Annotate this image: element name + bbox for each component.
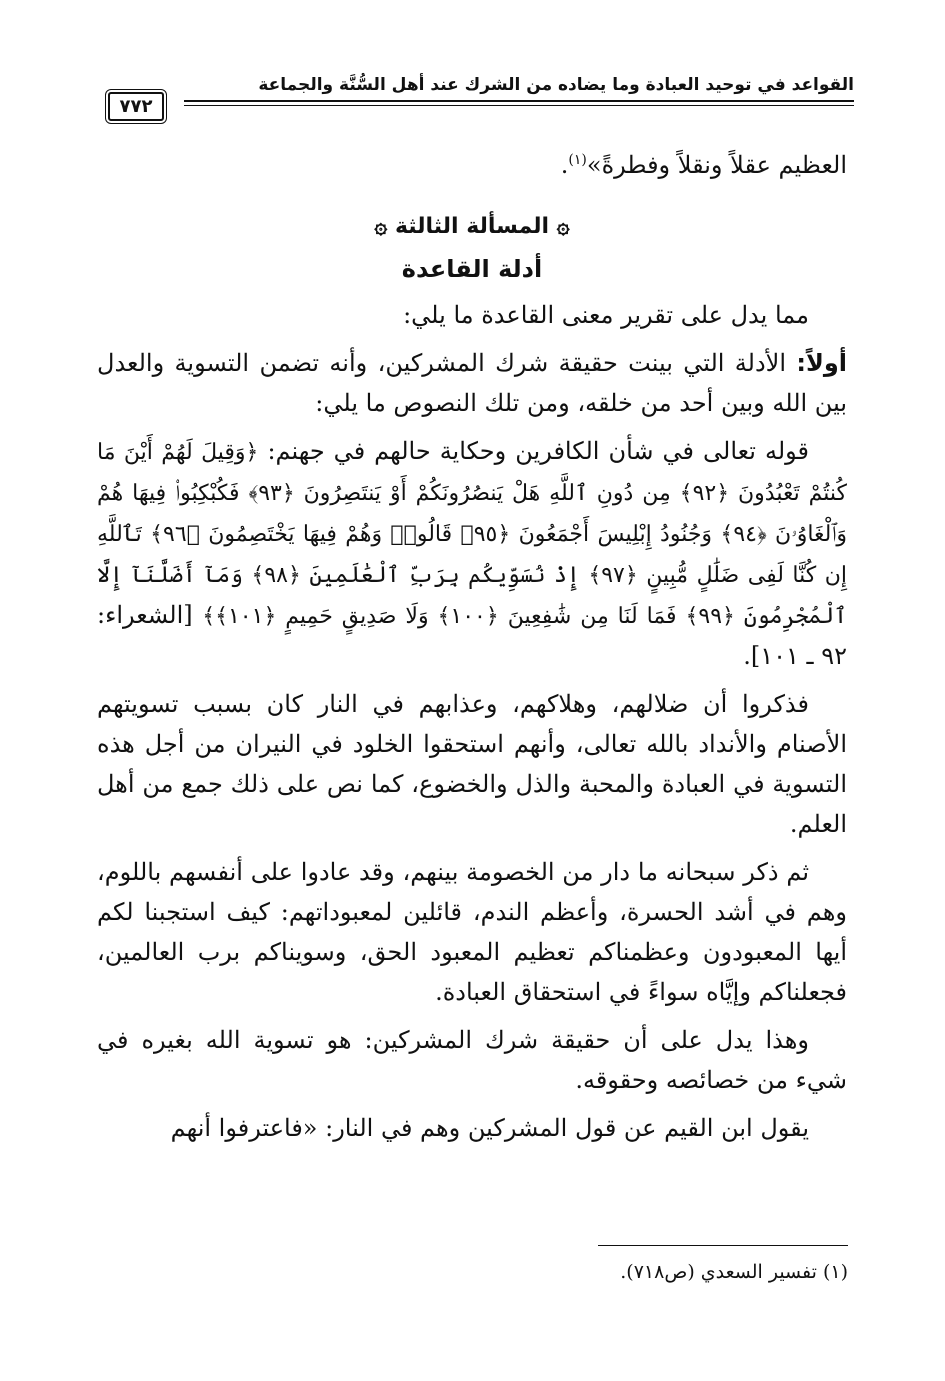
footnote: (١) تفسير السعدي (ص٧١٨). <box>620 1261 848 1283</box>
header-rule <box>88 100 854 102</box>
page-number-box <box>88 84 184 128</box>
paragraph-2: أولاً: الأدلة التي بينت حقيقة شرك المشركين، وأنه تضمن التسوية والعدل بين الله وبين أحد من خلقه، ومن تلك النصوص ما يلي: <box>97 349 847 417</box>
quran-reference: [الشعراء: ٩٢ ـ ١٠١]. <box>97 601 847 670</box>
ornament-icon: ۞ <box>374 214 388 239</box>
header-rule-thin <box>88 105 854 106</box>
page-header <box>88 70 854 130</box>
running-title: القواعد في توحيد العبادة وما يضاده من الشرك عند أهل السُّنَّة والجماعة <box>258 75 854 95</box>
intro-paragraph: العظيم عقلاً ونقلاً وفطرةً»$^{(١)}$. <box>560 151 847 179</box>
first-label: أولاً: <box>796 349 847 377</box>
footnote-marker[interactable]: (١) <box>568 152 587 168</box>
section-subheading: أدلة القاعدة <box>401 255 543 283</box>
paragraph-1: مما يدل على تقرير معنى القاعدة ما يلي: <box>403 301 809 329</box>
paragraph-quran: قوله تعالى في شأن الكافرين وحكاية حالهم في جهنم: ﴿وَقِيلَ لَهُمْ أَيْنَ مَا كُنتُمْ تَعْبُدُونَ ﴿٩٢﴾ مِن دُونِ ٱللَّهِ هَلْ يَنصُرُونَكُمْ أَوْ يَنتَصِرُونَ ﴿٩٣﴾ فَكُبْكِبُوا۟ فِيهَا هُمْ وَٱلْغَاوُۥنَ ﴿٩٤﴾ وَجُنُودُ إِبْلِيسَ أَجْمَعُونَ ﴿٩٥﴾ قَالُوا۟ وَهُمْ فِيهَا يَخْتَصِمُونَ ﴿٩٦﴾ تَٱللَّهِ إِن كُنَّا لَفِى ضَلَٰلٍ مُّبِينٍ ﴿٩٧﴾ إِذْ نُسَوِّيكُم بِرَبِّ ٱلْعَٰلَمِينَ ﴿٩٨﴾ وَمَآ أَضَلَّنَآ إِلَّا ٱلْمُجْرِمُونَ ﴿٩٩﴾ فَمَا لَنَا مِن شَٰفِعِينَ ﴿١٠٠﴾ وَلَا صَدِيقٍ حَمِيمٍ ﴿١٠١﴾﴾ [الشعراء: ٩٢ ـ ١٠١]. <box>97 437 848 670</box>
page-number: ٧٧٢ <box>108 92 165 121</box>
footnote-rule <box>598 1245 848 1246</box>
section-heading: ۞ المسألة الثالثة ۞ <box>374 214 570 239</box>
paragraph-5: ثم ذكر سبحانه ما دار من الخصومة بينهم، وقد عادوا على أنفسهم باللوم، وهم في أشد الحسرة، وأعظم الندم، قائلين لمعبوداتهم: كيف استجبنا لكم أيها المعبودون وعظمناكم تعظيم المعبود الحق، وسويناكم برب العالمين، فجعلناكم وإيَّاه سواءً في استحقاق العبادة. <box>97 858 848 1006</box>
paragraph-7: يقول ابن القيم عن قول المشركين وهم في النار: «فاعترفوا أنهم <box>170 1114 809 1142</box>
ornament-icon: ۞ <box>556 214 570 239</box>
page-content <box>97 140 847 1156</box>
paragraph-4: فذكروا أن ضلالهم، وهلاكهم، وعذابهم في النار كان بسبب تسويتهم الأصنام والأنداد بالله تعالى، وأنهم استحقوا الخلود في النيران من أجل هذه التسوية في العبادة والمحبة والذل والخضوع، كما نص على ذلك جمع من أهل العلم. <box>97 690 847 838</box>
paragraph-6: وهذا يدل على أن حقيقة شرك المشركين: هو تسوية الله بغيره في شيء من خصائصه وحقوقه. <box>97 1026 847 1094</box>
quran-verses: ﴿وَقِيلَ لَهُمْ أَيْنَ مَا كُنتُمْ تَعْبُدُونَ ﴿٩٢﴾ مِن دُونِ ٱللَّهِ هَلْ يَنصُرُونَكُمْ أَوْ يَنتَصِرُونَ ﴿٩٣﴾ فَكُبْكِبُوا۟ فِيهَا هُمْ وَٱلْغَاوُۥنَ ﴿٩٤﴾ وَجُنُودُ إِبْلِيسَ أَجْمَعُونَ ﴿٩٥﴾ قَالُوا۟ وَهُمْ فِيهَا يَخْتَصِمُونَ ﴿٩٦﴾ تَٱللَّهِ إِن كُنَّا لَفِى ضَلَٰلٍ مُّبِينٍ ﴿٩٧﴾ إِذْ نُسَوِّيكُم بِرَبِّ ٱلْعَٰلَمِينَ ﴿٩٨﴾ وَمَآ أَضَلَّنَآ إِلَّا ٱلْمُجْرِمُونَ ﴿٩٩﴾ فَمَا لَنَا مِن شَٰفِعِينَ ﴿١٠٠﴾ وَلَا صَدِيقٍ حَمِيمٍ ﴿١٠١﴾﴾ <box>97 440 848 629</box>
